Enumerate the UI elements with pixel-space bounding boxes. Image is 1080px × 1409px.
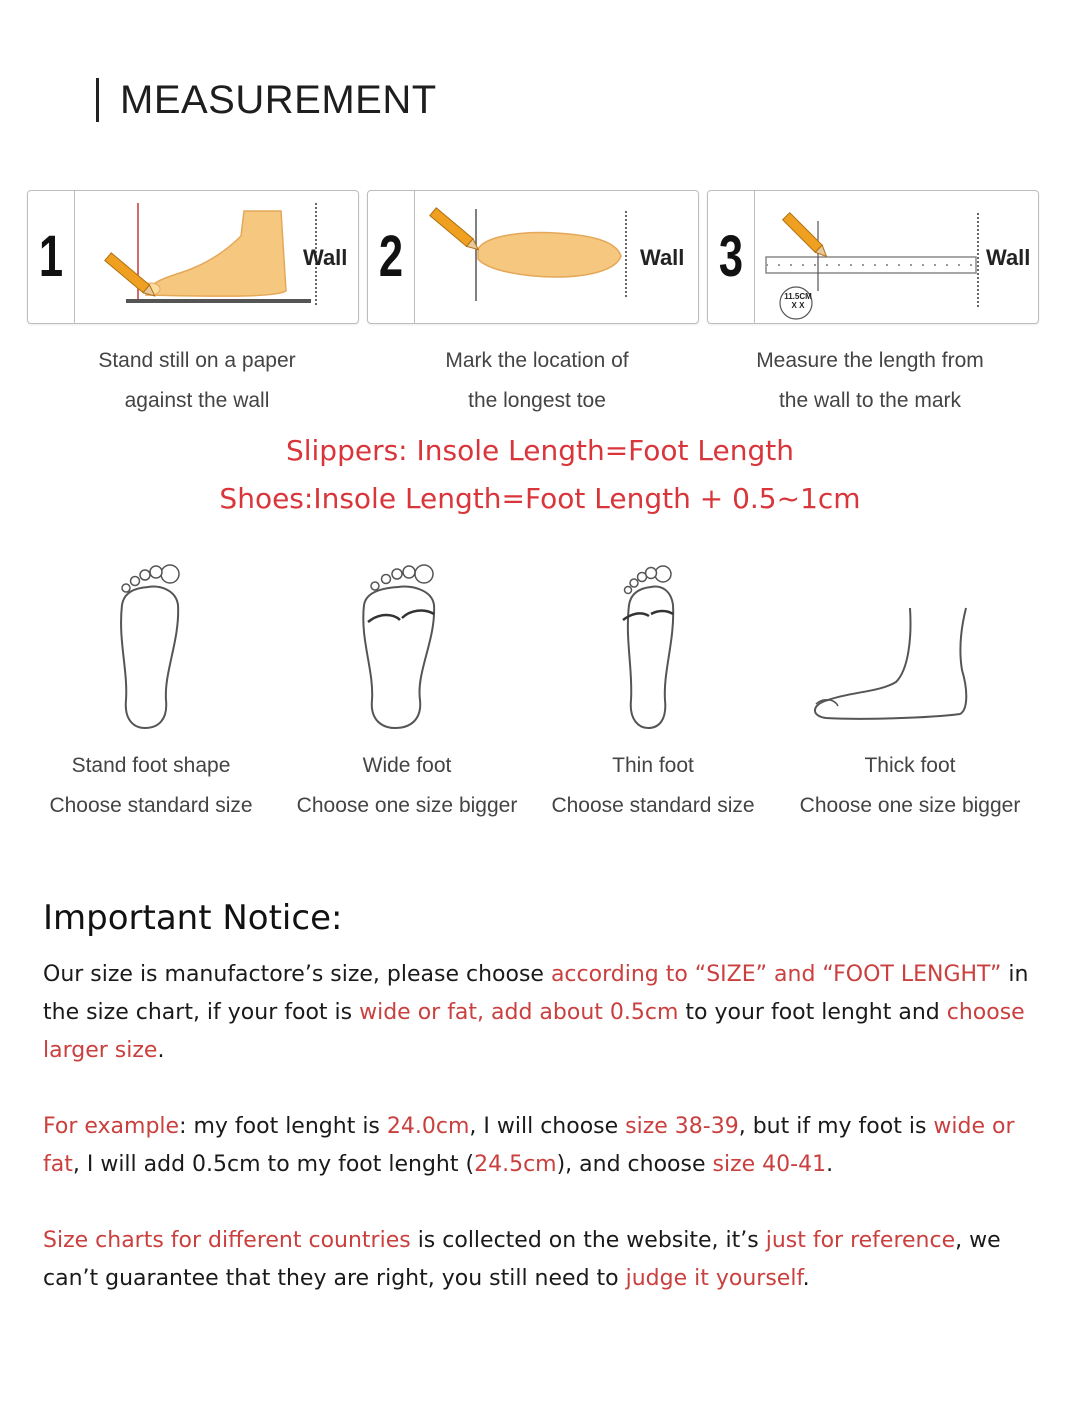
standard-foot-icon [100, 560, 200, 735]
wall-label: Wall [303, 245, 348, 270]
step-3-number: 3 [718, 224, 744, 289]
notice-paragraph-size-guidance: Our size is manufactore’s size, please choose according to “SIZE” and “FOOT LENGHT” in the size chart, if your foot is wide or fat, add about 0.5cm to your foot lenght and choose larger size. [43, 962, 1029, 1063]
wall-label: Wall [986, 245, 1031, 270]
wide-foot-icon [350, 560, 450, 735]
shoes-formula: Shoes:Insole Length=Foot Length + 0.5~1cm [219, 482, 861, 515]
header-divider-bar [96, 78, 99, 122]
foot-type-thick: Thick foot Choose one size bigger [799, 754, 1021, 817]
step-2-number: 2 [378, 224, 404, 289]
foot-type-standard: Stand foot shape Choose standard size [49, 754, 253, 817]
step-2-panel [367, 190, 699, 324]
step-3-panel [707, 190, 1039, 324]
notice-paragraph-example: For example: my foot lenght is 24.0cm, I will choose size 38-39, but if my foot is wide or fat, I will add 0.5cm to my foot lenght (24.5cm), and choose size 40-41. [43, 1114, 1015, 1177]
step-1-number: 1 [38, 224, 64, 289]
page-title: MEASUREMENT [120, 78, 437, 122]
notice-title: Important Notice: [43, 898, 343, 938]
thick-foot-icon [800, 600, 980, 730]
ruler-measure-badge: 11.5CM X X [784, 292, 812, 310]
step-1-caption: Stand still on a paper against the wall [98, 349, 296, 412]
thin-foot-icon [603, 560, 703, 735]
step-2-caption: Mark the location of the longest toe [445, 349, 629, 412]
step-1-panel [27, 190, 359, 324]
foot-type-wide: Wide foot Choose one size bigger [296, 754, 518, 817]
notice-paragraph-disclaimer: Size charts for different countries is collected on the website, it’s just for reference, we can’t guarantee that they are right, you still need to judge it yourself. [43, 1228, 1001, 1291]
foot-type-thin: Thin foot Choose standard size [551, 754, 755, 817]
slippers-formula: Slippers: Insole Length=Foot Length [285, 434, 795, 467]
step-3-caption: Measure the length from the wall to the mark [756, 349, 984, 412]
wall-label: Wall [640, 245, 685, 270]
